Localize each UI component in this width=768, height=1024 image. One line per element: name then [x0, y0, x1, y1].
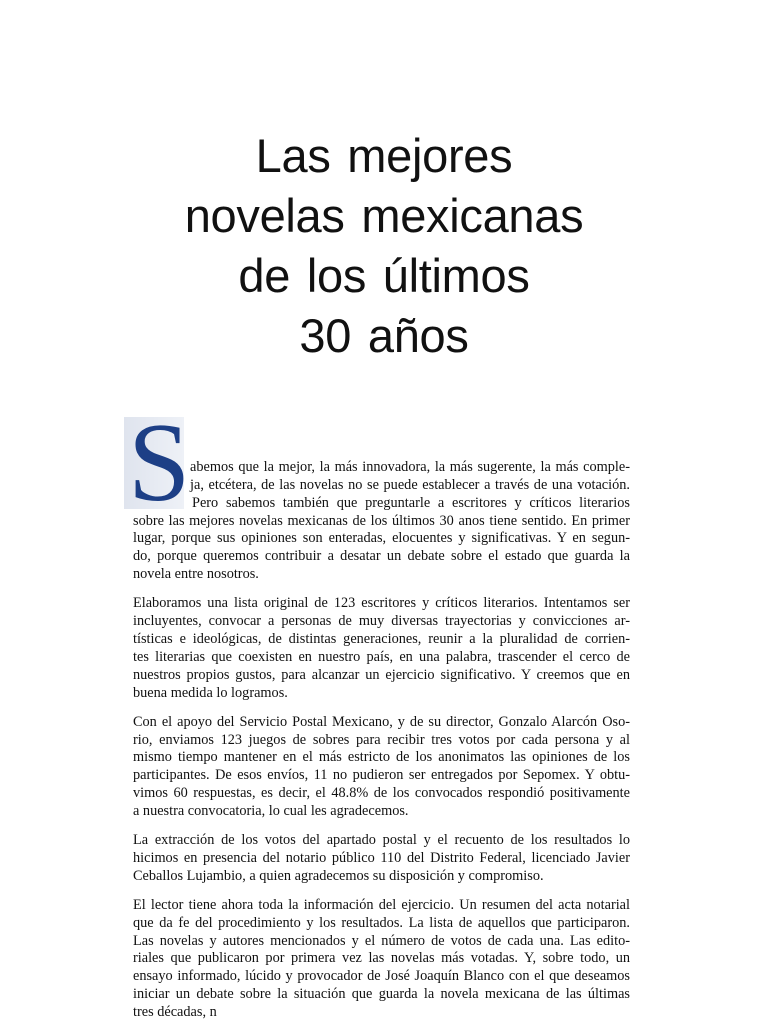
body-line: a nuestra convocatoria, lo cual les agradecemos. — [133, 802, 409, 819]
body-line: vimos 60 respuestas, es decir, el 48.8% de los convocados respondió positivamente — [133, 785, 630, 802]
body-line: Elaboramos una lista original de 123 escritores y críticos literarios. Intentamos ser — [133, 595, 630, 612]
body-line: Las novelas y autores mencionados y el número de votos de cada una. Las edito- — [133, 932, 630, 949]
body-line: sobre las mejores novelas mexicanas de los últimos 30 anos tiene sentido. En primer — [133, 512, 630, 529]
body-line: tísticas e ideológicas, de distintas generaciones, reunir a la pluralidad de corrien- — [133, 631, 630, 647]
body-line: Con el apoyo del Servicio Postal Mexicano, y de su director, Gonzalo Alarcón Oso- — [133, 713, 630, 730]
body-line: La extracción de los votos del apartado postal y el recuento de los resultados lo — [133, 832, 630, 848]
body-line: ensayo informado, lúcido y provocador de José Joaquín Blanco con el que deseamos — [133, 968, 630, 985]
body-line: nuestros propios gustos, para alcanzar un ejercicio significativo. Y creemos que en — [133, 666, 630, 683]
body-line: Ceballos Lujambio, a quien agradecemos su disposición y compromiso. — [133, 867, 544, 884]
body-line: abemos que la mejor, la más innovadora, la más sugerente, la más comple- — [190, 459, 630, 475]
body-line: do, porque queremos contribuir a desatar un debate sobre el estado que guarda la — [133, 548, 630, 565]
body-line: tes literarias que coexisten en nuestro país, en una palabra, trascender el cerco de — [133, 648, 630, 665]
drop-cap-letter: S — [128, 401, 191, 525]
body-line: Pero sabemos también que preguntarle a escritores y críticos literarios — [192, 494, 630, 511]
drop-cap — [124, 401, 191, 525]
body-line: tres décadas, n — [133, 1004, 217, 1020]
title-line: novelas mexicanas — [184, 189, 584, 242]
title-line: 30 años — [299, 309, 469, 362]
body-line: iniciar un debate sobre la situación que guarda la novela mexicana de las últimas — [133, 986, 630, 1003]
title-line: Las mejores — [255, 129, 513, 182]
body-line: riales que publicaron por primera vez las novelas más votadas. Y, sobre todo, un — [133, 950, 630, 967]
article-title — [0, 126, 768, 366]
body-line: que da fe del procedimiento y los resultados. La lista de aquellos que participaron. — [133, 914, 630, 931]
body-line: participantes. De esos envíos, 11 no pudieron ser entregados por Sepomex. Y obtu- — [133, 767, 630, 784]
body-line: buena medida lo logramos. — [133, 684, 288, 701]
body-line: hicimos en presencia del notario público 110 del Distrito Federal, licenciado Javier — [133, 849, 630, 866]
body-line: ja, etcétera, de las novelas no se puede establecer a través de una votación. — [190, 476, 630, 493]
title-line: de los últimos — [238, 249, 530, 302]
body-line: mismo tiempo mantener en el más estricto de los anonimatos las opiniones de los — [133, 749, 630, 766]
body-line: lugar, porque sus opiniones son enteradas, elocuentes y significativas. Y en segun- — [133, 530, 630, 547]
body-line: novela entre nosotros. — [133, 566, 259, 583]
body-line: rio, enviamos 123 juegos de sobres para recibir tres votos por cada persona y al — [133, 731, 630, 748]
body-line: incluyentes, convocar a personas de muy diversas trayectorias y convicciones ar- — [133, 613, 630, 630]
body-line: El lector tiene ahora toda la información del ejercicio. Un resumen del acta notarial — [133, 896, 630, 913]
